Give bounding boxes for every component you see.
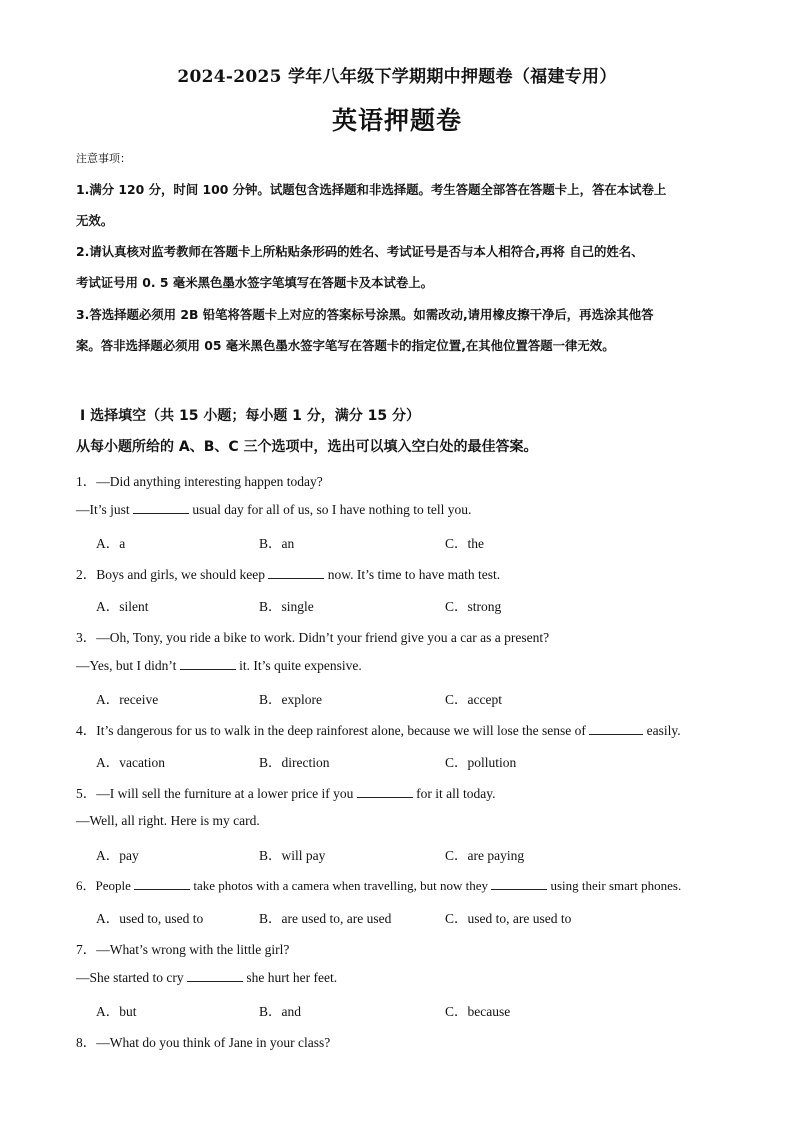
option-c: C．pollution bbox=[445, 755, 517, 770]
note-line: 考试证号用 0. 5 毫米黑色墨水签字笔填写在答题卡及本试卷上。 bbox=[76, 275, 434, 290]
notes-heading: 注意事项： bbox=[76, 152, 131, 165]
option-a: A．receive bbox=[96, 692, 159, 707]
question-text: it. It’s quite expensive. bbox=[235, 658, 362, 673]
question-1-reply bbox=[76, 501, 471, 518]
question-text: take photos with a camera when travelling, but now they bbox=[190, 878, 492, 893]
answer-blank bbox=[268, 566, 324, 579]
option-a: A．a bbox=[96, 536, 126, 551]
option-a: A．silent bbox=[96, 599, 149, 614]
option-c: C．strong bbox=[445, 599, 502, 614]
answer-blank bbox=[134, 877, 190, 890]
question-4-prompt bbox=[76, 719, 681, 739]
option-a: A．used to, used to bbox=[96, 911, 204, 926]
question-5-reply: —Well, all right. Here is my card. bbox=[76, 813, 260, 828]
question-text: she hurt her feet. bbox=[242, 970, 338, 985]
question-text: easily. bbox=[643, 723, 681, 738]
section-heading: Ⅰ 选择填空（共 15 小题；每小题 1 分，满分 15 分） bbox=[80, 408, 421, 424]
answer-blank bbox=[589, 722, 643, 735]
option-b: B．an bbox=[259, 536, 295, 551]
question-7-prompt: 7．—What’s wrong with the little girl? bbox=[76, 942, 290, 957]
question-text: 4．It’s dangerous for us to walk in the deep rainforest alone, because we will lose the sense of bbox=[76, 723, 590, 738]
option-a: A．pay bbox=[96, 848, 139, 863]
option-b: B．and bbox=[259, 1004, 301, 1019]
note-line: 无效。 bbox=[76, 213, 114, 228]
question-text: 5．—I will sell the furniture at a lower price if you bbox=[76, 786, 357, 801]
question-text: using their smart phones. bbox=[547, 878, 682, 893]
note-line: 2.请认真核对监考教师在答题卡上所粘贴条形码的姓名、考试证号是否与本人相符合,再将 自己的姓名、 bbox=[76, 244, 644, 259]
question-text: usual day for all of us, so I have nothing to tell you. bbox=[189, 502, 472, 517]
answer-blank bbox=[187, 969, 243, 982]
question-text: 2．Boys and girls, we should keep bbox=[76, 567, 269, 582]
option-a: A．but bbox=[96, 1004, 137, 1019]
option-c: C．are paying bbox=[445, 848, 525, 863]
option-a: A．vacation bbox=[96, 755, 165, 770]
option-c: C．the bbox=[445, 536, 484, 551]
answer-blank bbox=[133, 501, 189, 514]
section-instruction: 从每小题所给的 A、B、C 三个选项中，选出可以填入空白处的最佳答案。 bbox=[76, 439, 538, 455]
option-b: B．are used to, are used bbox=[259, 911, 392, 926]
question-3-reply bbox=[76, 657, 362, 674]
question-text: 6．People bbox=[76, 878, 135, 893]
note-line: 1.满分 120 分，时间 100 分钟。试题包含选择题和非选择题。考生答题全部答在答题卡上，答在本试卷上 bbox=[76, 182, 667, 197]
answer-blank bbox=[180, 657, 236, 670]
question-7-reply bbox=[76, 969, 337, 986]
question-2-prompt bbox=[76, 563, 500, 583]
option-c: C．because bbox=[445, 1004, 511, 1019]
note-line: 3.答选择题必须用 2B 铅笔将答题卡上对应的答案标号涂黑。如需改动,请用橡皮擦干净后，再选涂其他答 bbox=[76, 307, 654, 322]
exam-subtitle: 英语押题卷 bbox=[331, 106, 462, 135]
option-b: B．explore bbox=[259, 692, 322, 707]
question-1-prompt: 1．—Did anything interesting happen today? bbox=[76, 474, 323, 489]
question-3-prompt: 3．—Oh, Tony, you ride a bike to work. Didn’t your friend give you a car as a present? bbox=[76, 630, 550, 645]
question-text: —It’s just bbox=[76, 502, 134, 517]
option-b: B．direction bbox=[259, 755, 330, 770]
question-text: for it all today. bbox=[412, 786, 496, 801]
question-5-prompt bbox=[76, 782, 496, 802]
question-8-prompt: 8．—What do you think of Jane in your class? bbox=[76, 1035, 331, 1050]
answer-blank bbox=[491, 877, 547, 890]
exam-title: 2024-2025 学年八年级下学期期中押题卷（福建专用） bbox=[177, 67, 617, 87]
question-text: —Yes, but I didn’t bbox=[76, 658, 180, 673]
option-b: B．will pay bbox=[259, 848, 326, 863]
note-line: 案。答非选择题必须用 05 毫米黑色墨水签字笔写在答题卡的指定位置,在其他位置答题一律无效。 bbox=[76, 338, 615, 353]
question-6-prompt bbox=[76, 875, 681, 894]
answer-blank bbox=[357, 785, 413, 798]
question-text: now. It’s time to have math test. bbox=[324, 567, 501, 582]
option-c: C．used to, are used to bbox=[445, 911, 572, 926]
option-b: B．single bbox=[259, 599, 314, 614]
question-text: —She started to cry bbox=[76, 970, 187, 985]
option-c: C．accept bbox=[445, 692, 502, 707]
